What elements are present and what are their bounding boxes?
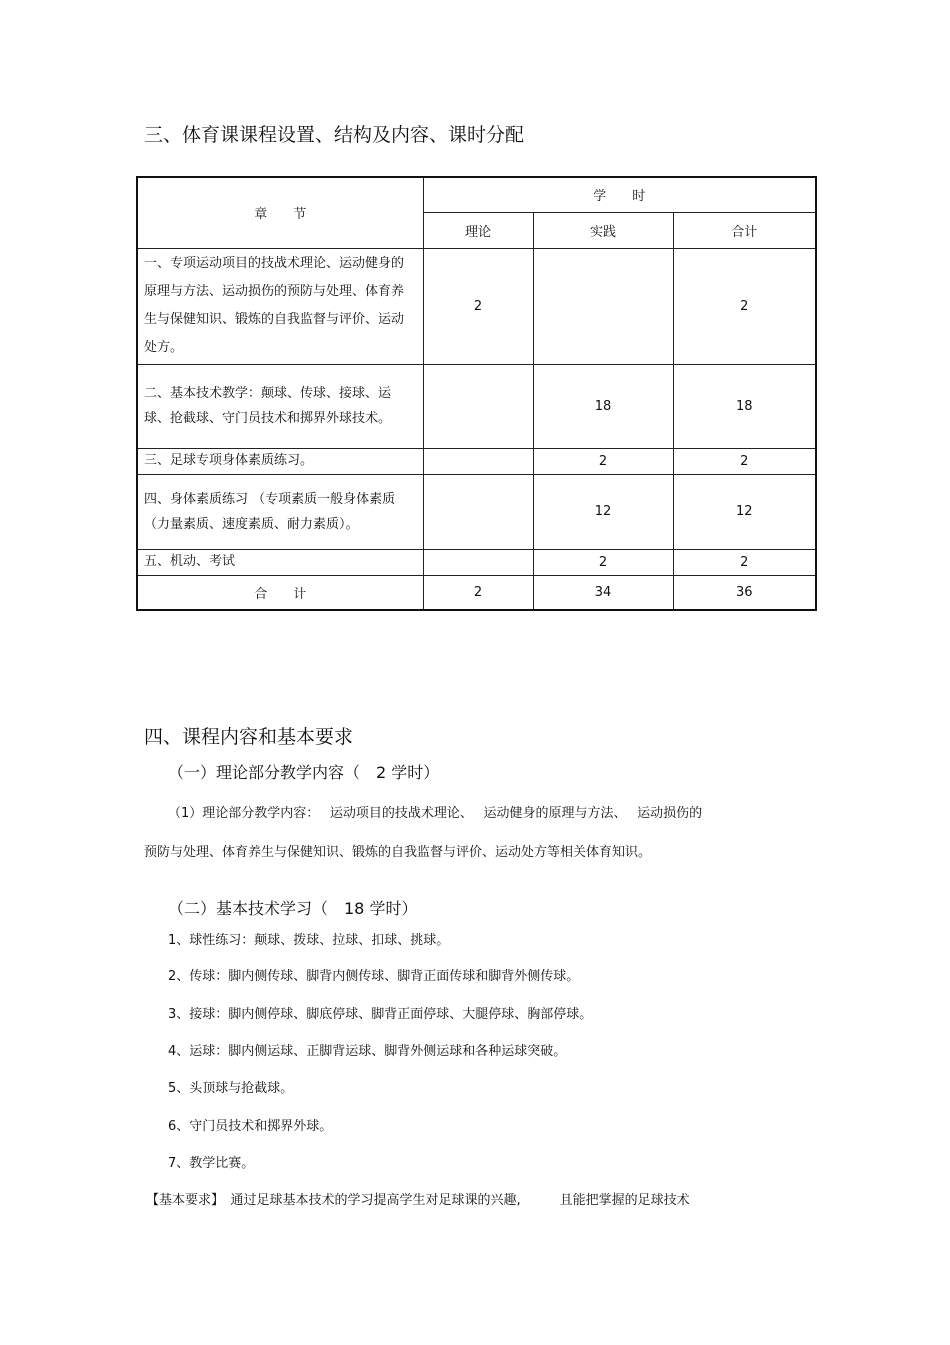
table-row: [137, 474, 816, 549]
requirement-label: 【基本要求】: [146, 1193, 218, 1208]
list-item: 7、教学比赛。: [168, 1156, 255, 1171]
section4-title: 四、课程内容和基本要求: [144, 726, 354, 748]
list-item: 2、传球：脚内侧传球、脚背内侧传球、脚背正面传球和脚背外侧传球。: [168, 969, 580, 984]
row-total: 2: [673, 549, 816, 575]
sum-practice: 34: [533, 575, 673, 610]
row-chapter: 一、专项运动项目的技战术理论、运动健身的原理与方法、运动损伤的预防与处理、体育养生与保健知识、锻炼的自我监督与评价、运动处方。: [137, 248, 423, 364]
row-practice: 12: [533, 474, 673, 549]
row-practice: 2: [533, 549, 673, 575]
row-theory: [423, 549, 533, 575]
row-total: 18: [673, 364, 816, 448]
part1-heading: （一）理论部分教学内容（ 2 学时）: [168, 763, 440, 782]
sum-row: [137, 575, 816, 610]
requirement-text: 通过足球基本技术的学习提高学生对足球课的兴趣, 且能把掌握的足球技术: [217, 1193, 690, 1208]
table-row: [137, 364, 816, 448]
sum-theory: 2: [423, 575, 533, 610]
row-theory: [423, 448, 533, 474]
row-theory: [423, 364, 533, 448]
table-row: [137, 549, 816, 575]
row-practice: 2: [533, 448, 673, 474]
list-item: 6、守门员技术和掷界外球。: [168, 1119, 333, 1134]
requirement-line: [146, 1189, 690, 1208]
row-chapter: 二、基本技术教学：颠球、传球、接球、运球、抢截球、守门员技术和掷界外球技术。: [137, 364, 423, 448]
header-total: 合计: [673, 212, 816, 248]
row-total: 2: [673, 248, 816, 364]
sum-total: 36: [673, 575, 816, 610]
table-row: [137, 448, 816, 474]
header-hours: 学 时: [423, 177, 816, 212]
list-item: 4、运球：脚内侧运球、正脚背运球、脚背外侧运球和各种运球突破。: [168, 1044, 567, 1059]
table-row: [137, 248, 816, 364]
part1-paragraph-line1: （1）理论部分教学内容： 运动项目的技战术理论、 运动健身的原理与方法、 运动损伤的: [168, 806, 703, 821]
row-total: 12: [673, 474, 816, 549]
part1-paragraph-line2: 预防与处理、体育养生与保健知识、锻炼的自我监督与评价、运动处方等相关体育知识。: [144, 845, 652, 860]
part2-heading: （二）基本技术学习（ 18 学时）: [168, 899, 418, 918]
row-theory: 2: [423, 248, 533, 364]
list-item: 3、接球：脚内侧停球、脚底停球、脚背正面停球、大腿停球、胸部停球。: [168, 1007, 593, 1022]
schedule-table: [136, 176, 817, 611]
header-chapter: 章 节: [137, 177, 423, 248]
row-practice: [533, 248, 673, 364]
sum-label: 合 计: [137, 575, 423, 610]
row-theory: [423, 474, 533, 549]
list-item: 1、球性练习：颠球、拨球、拉球、扣球、挑球。: [168, 933, 450, 948]
header-theory: 理论: [423, 212, 533, 248]
row-chapter: 五、机动、考试: [137, 549, 423, 575]
row-practice: 18: [533, 364, 673, 448]
header-practice: 实践: [533, 212, 673, 248]
row-chapter: 三、足球专项身体素质练习。: [137, 448, 423, 474]
row-chapter: 四、身体素质练习 （专项素质一般身体素质（力量素质、速度素质、耐力素质）。: [137, 474, 423, 549]
section3-title: 三、体育课课程设置、结构及内容、课时分配: [144, 124, 525, 146]
row-total: 2: [673, 448, 816, 474]
list-item: 5、头顶球与抢截球。: [168, 1081, 294, 1096]
